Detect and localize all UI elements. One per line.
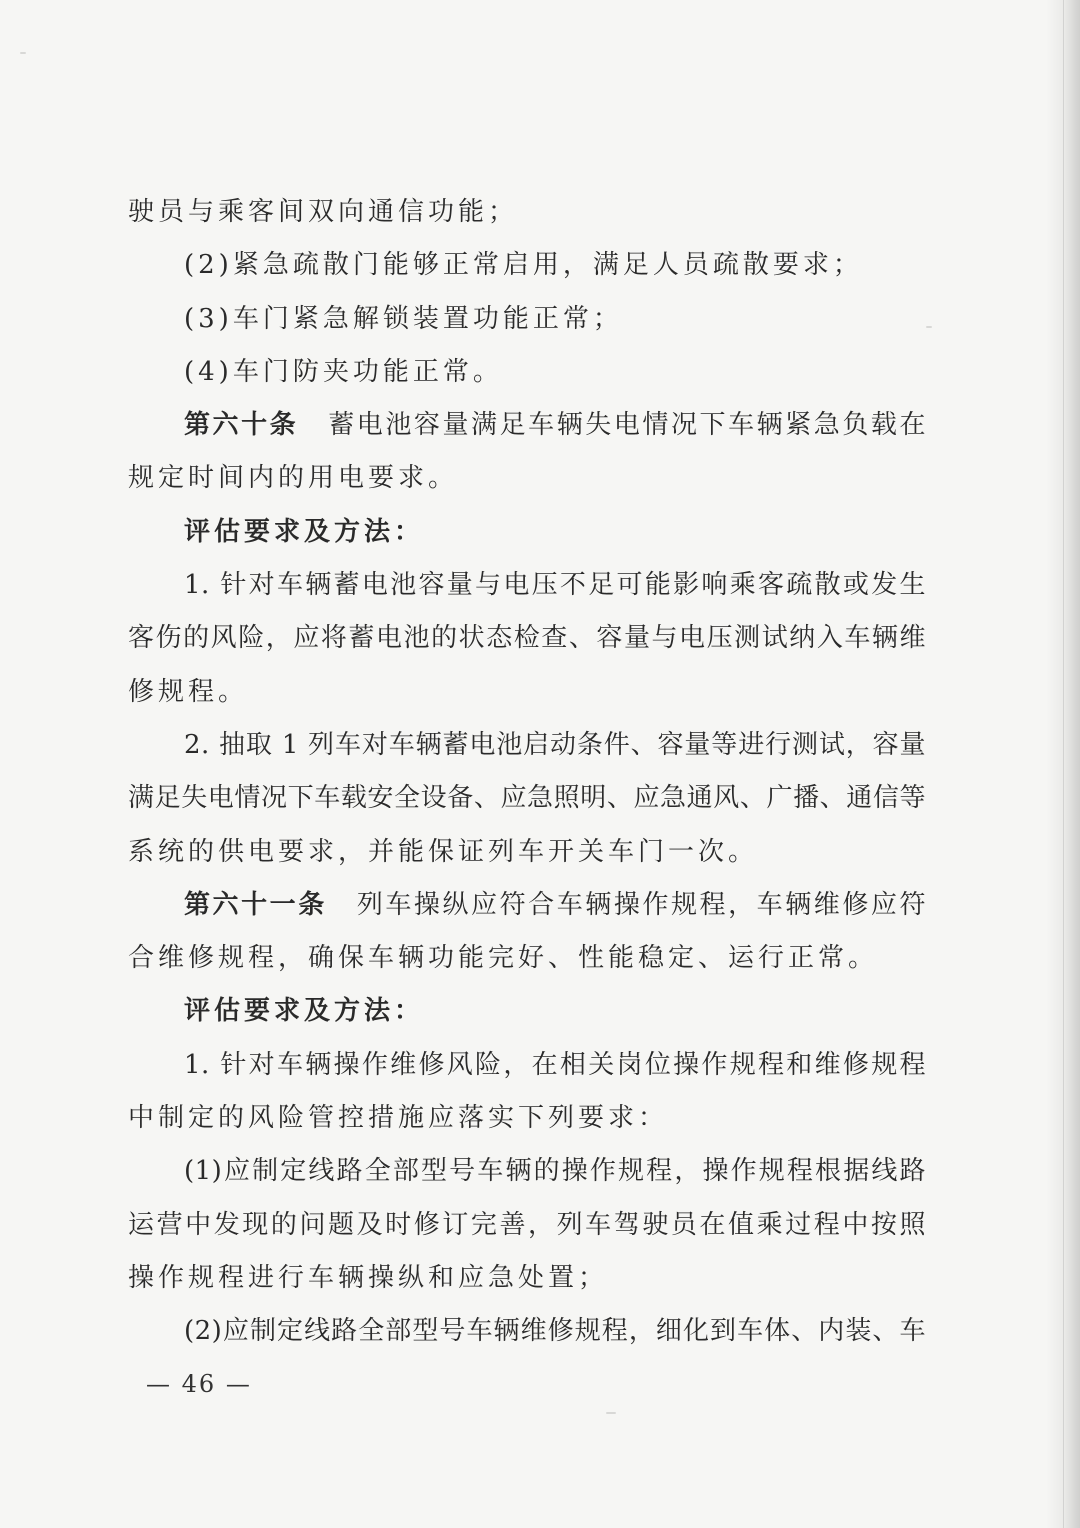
- section-heading: 评估要求及方法：: [184, 516, 425, 547]
- text-line: 列车操纵应符合车辆操作规程，车辆维修应符: [356, 889, 926, 920]
- text-line: 中制定的风险管控措施应落实下列要求：: [128, 1103, 669, 1134]
- page-footer: [146, 1370, 252, 1398]
- text-line: 1. 针对车辆操作维修风险，在相关岗位操作规程和维修规程: [184, 1049, 926, 1080]
- text-line: (1)应制定线路全部型号车辆的操作规程，操作规程根据线路: [184, 1156, 926, 1187]
- text-line: (2)紧急疏散门能够正常启用，满足人员疏散要求；: [184, 250, 863, 281]
- text-line: 合维修规程，确保车辆功能完好、性能稳定、运行正常。: [128, 943, 879, 974]
- article-61-number: 第六十一条: [184, 889, 327, 920]
- scan-speck: [20, 52, 26, 54]
- text-line: 蓄电池容量满足车辆失电情况下车辆紧急负载在: [328, 410, 926, 441]
- text-line: 1. 针对车辆蓄电池容量与电压不足可能影响乘客疏散或发生: [184, 570, 926, 601]
- footer-dash-left: —: [146, 1370, 172, 1398]
- article-61-heading-line: [128, 879, 926, 932]
- scan-speck: [926, 326, 932, 328]
- text-line: 修规程。: [128, 676, 249, 707]
- text-line: 操作规程进行车辆操纵和应急处置；: [128, 1262, 609, 1293]
- text-line: (3)车门紧急解锁装置功能正常；: [184, 303, 623, 334]
- article-60-number: 第六十条: [184, 410, 299, 441]
- text-line: 规定时间内的用电要求。: [128, 463, 459, 494]
- page-number: 46: [181, 1370, 217, 1398]
- page-edge-line: [1063, 0, 1064, 1528]
- text-line: 客伤的风险，应将蓄电池的状态检查、容量与电压测试纳入车辆维: [128, 623, 926, 654]
- text-line: 驶员与乘客间双向通信功能；: [128, 197, 519, 227]
- text-line: (2)应制定线路全部型号车辆维修规程，细化到车体、内装、车: [184, 1316, 926, 1347]
- text-line: 运营中发现的问题及时修订完善，列车驾驶员在值乘过程中按照: [128, 1209, 926, 1240]
- text-line: 满足失电情况下车载安全设备、应急照明、应急通风、广播、通信等: [128, 783, 926, 814]
- article-60-heading-line: [128, 399, 926, 452]
- text-line: 2. 抽取 1 列车对车辆蓄电池启动条件、容量等进行测试，容量: [184, 729, 926, 760]
- text-line: 系统的供电要求，并能保证列车开关车门一次。: [128, 836, 759, 867]
- section-heading: 评估要求及方法：: [184, 996, 425, 1027]
- scan-speck: [606, 1412, 616, 1414]
- footer-dash-right: —: [225, 1370, 252, 1398]
- text-line: (4)车门防夹功能正常。: [184, 356, 503, 387]
- document-body: [128, 186, 926, 1359]
